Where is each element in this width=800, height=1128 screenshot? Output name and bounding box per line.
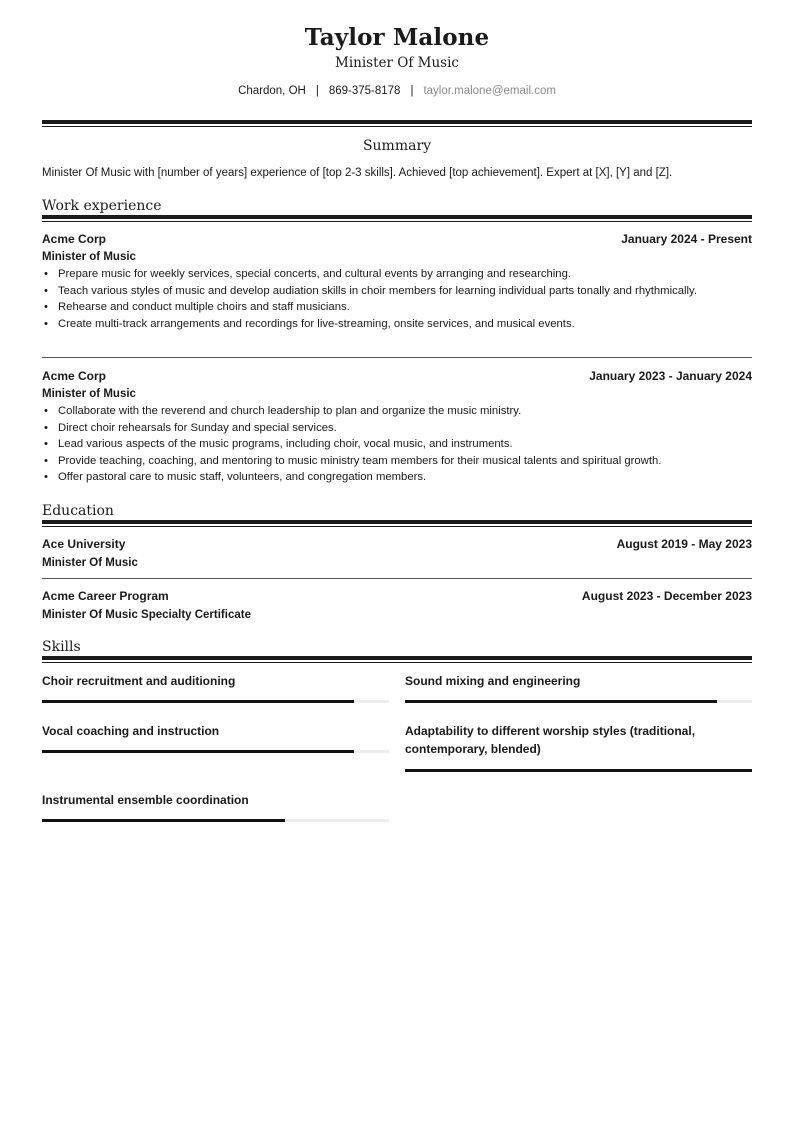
skill-level-track: [405, 700, 752, 703]
education-1-header: [42, 536, 752, 552]
skill-item: [42, 672, 389, 690]
job-1-role: Minister of Music: [42, 251, 136, 263]
job-1-company: Acme Corp: [42, 232, 107, 246]
job-1-header: [42, 231, 752, 247]
list-item: • Create multi-track arrangements and recordings for live-streaming, onsite services, and musical events.: [58, 316, 768, 333]
skill-level-fill: [42, 819, 285, 822]
skill-label: Adaptability to different worship styles (traditional, contemporary, blended): [405, 724, 696, 756]
divider-thick: [42, 656, 752, 660]
skill-item: [42, 791, 389, 809]
education-2-degree: Minister Of Music Specialty Certificate: [42, 609, 251, 621]
education-2-header: [42, 588, 752, 604]
list-item: • Prepare music for weekly services, special concerts, and cultural events by arranging and researching.: [58, 266, 768, 283]
divider-thin: [42, 662, 752, 663]
skill-label: Instrumental ensemble coordination: [42, 793, 249, 807]
contact-line: [42, 83, 752, 99]
list-item: • Provide teaching, coaching, and mentoring to music ministry team members for their musical talents and spiritual growth.: [58, 453, 768, 470]
education-heading: Education: [42, 503, 114, 519]
list-item: • Direct choir rehearsals for Sunday and special services.: [58, 420, 768, 437]
skill-level-track: [42, 750, 389, 753]
candidate-title: Minister Of Music: [335, 55, 459, 71]
divider-thick: [42, 120, 752, 124]
education-1-school: Ace University: [42, 537, 126, 551]
job-2-dates: January 2023 - January 2024: [589, 369, 752, 383]
work-experience-divider: [42, 215, 752, 222]
skill-level-track: [42, 700, 389, 703]
list-item: • Rehearse and conduct multiple choirs and staff musicians.: [58, 299, 768, 316]
contact-separator: |: [315, 85, 319, 97]
contact-separator: |: [410, 85, 414, 97]
education-divider: [42, 520, 752, 527]
job-1-dates: January 2024 - Present: [621, 232, 752, 246]
list-item: • Teach various styles of music and develop audiation skills in choir members for learning individual parts tonally and rhythmically.: [58, 283, 768, 300]
candidate-name: Taylor Malone: [304, 24, 490, 51]
skill-level-track: [42, 819, 389, 822]
summary-text: Minister Of Music with [number of years] experience of [top 2-3 skills]. Achieved [top achievement]. Expert at [X], [Y] and [Z].: [42, 167, 673, 179]
skills-heading: Skills: [42, 639, 81, 655]
list-item: • Offer pastoral care to music staff, volunteers, and congregation members.: [58, 469, 768, 486]
skill-item: [405, 722, 752, 758]
skill-item: [405, 672, 752, 690]
work-experience-heading: Work experience: [42, 198, 162, 214]
list-item: • Lead various aspects of the music programs, including choir, vocal music, and instruments.: [58, 436, 768, 453]
resume-header: [42, 24, 752, 99]
list-item: • Collaborate with the reverend and church leadership to plan and organize the music ministry.: [58, 403, 768, 420]
education-1-degree: Minister Of Music: [42, 557, 138, 569]
skill-label: Vocal coaching and instruction: [42, 724, 220, 738]
skill-label: Sound mixing and engineering: [405, 674, 581, 688]
job-2-company: Acme Corp: [42, 369, 107, 383]
divider-thin: [42, 221, 752, 222]
divider-thin: [42, 526, 752, 527]
skill-level-fill: [405, 700, 717, 703]
job-divider: [42, 357, 752, 358]
education-2-dates: August 2023 - December 2023: [581, 589, 752, 603]
divider-thick: [42, 215, 752, 219]
job-2-header: [42, 368, 752, 384]
header-divider: [42, 120, 752, 127]
skill-level-fill: [42, 700, 354, 703]
summary-heading: Summary: [362, 138, 432, 154]
skill-label: Choir recruitment and auditioning: [42, 674, 236, 688]
job-2-role: Minister of Music: [42, 388, 136, 400]
job-2-bullets: [42, 403, 768, 486]
divider-thick: [42, 520, 752, 524]
contact-email[interactable]: taylor.malone@email.com: [423, 85, 556, 97]
job-1-bullets: [42, 266, 768, 332]
skills-divider: [42, 656, 752, 663]
education-divider-thin: [42, 578, 752, 579]
divider-thin: [42, 126, 752, 127]
skill-level-fill: [42, 750, 354, 753]
education-2-school: Acme Career Program: [42, 589, 169, 603]
contact-location: Chardon, OH: [238, 85, 306, 97]
resume-page: [42, 0, 752, 807]
skill-level-fill: [405, 769, 752, 772]
skill-item: [42, 722, 389, 740]
education-1-dates: August 2019 - May 2023: [616, 537, 752, 551]
skill-level-track: [405, 769, 752, 772]
contact-phone: 869-375-8178: [328, 85, 401, 97]
